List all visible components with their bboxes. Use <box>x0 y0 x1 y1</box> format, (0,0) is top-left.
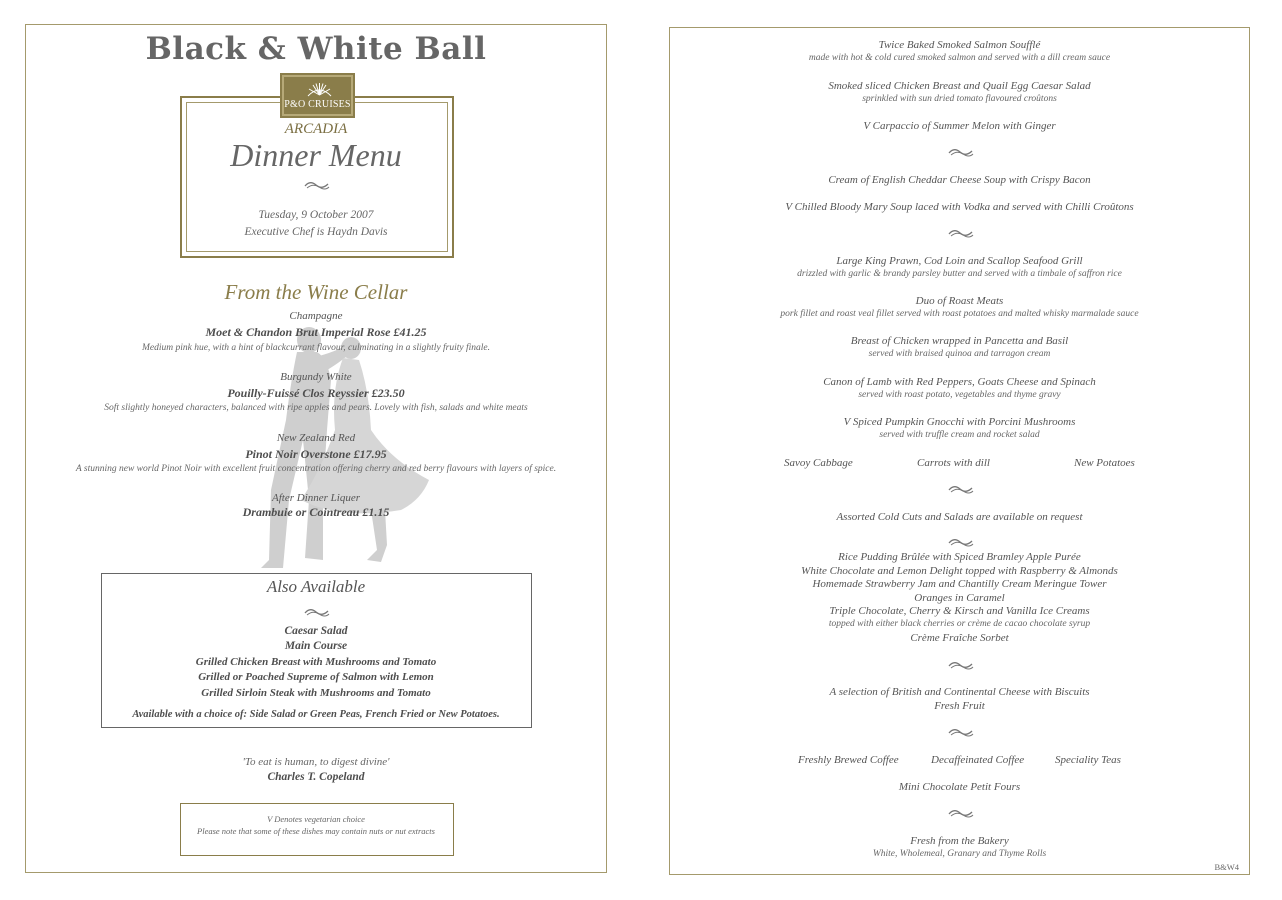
wine-category: New Zealand Red <box>276 432 356 444</box>
bakery-title: Fresh from the Bakery <box>910 835 1009 847</box>
wine-category: After Dinner Liquer <box>272 492 360 504</box>
also-item: Grilled Sirloin Steak with Mushrooms and Tomato <box>201 687 431 699</box>
also-footer: Available with a choice of: Side Salad or Green Peas, French Fried or New Potatoes. <box>132 709 500 720</box>
side-dish: New Potatoes <box>1074 457 1135 469</box>
side-dish: Carrots with dill <box>917 457 990 469</box>
nuts-note: Please note that some of these dishes may contain nuts or nut extracts <box>197 826 435 836</box>
main-description: pork fillet and roast veal fillet served with roast potatoes and malted whisky marmalade sauce <box>780 309 1139 319</box>
wine-name: Moet & Chandon Brut Imperial Rose £41.25 <box>205 325 427 339</box>
also-item: Grilled Chicken Breast with Mushrooms and Tomato <box>195 656 437 668</box>
page-code: B&W4 <box>1214 862 1239 872</box>
cheese-item: A selection of British and Continental Cheese with Biscuits <box>829 686 1090 698</box>
main-title: Breast of Chicken wrapped in Pancetta and Basil <box>850 335 1069 347</box>
sunburst-logo-icon <box>282 80 357 98</box>
starter-description: sprinkled with sun dried tomato flavoured croûtons <box>862 94 1057 104</box>
also-item: Main Course <box>284 640 348 652</box>
swirl-ornament-icon <box>670 226 1251 240</box>
vegetarian-note: V Denotes vegetarian choice <box>267 814 365 824</box>
swirl-ornament-icon <box>670 806 1251 820</box>
po-cruises-logo <box>280 73 355 118</box>
main-description: served with roast potato, vegetables and thyme gravy <box>858 390 1061 400</box>
menu-date: Tuesday, 9 October 2007 <box>258 209 374 221</box>
dessert-item: White Chocolate and Lemon Delight topped with Raspberry & Almonds <box>801 565 1118 577</box>
side-dish: Savoy Cabbage <box>784 457 853 469</box>
main-title: Large King Prawn, Cod Loin and Scallop Seafood Grill <box>836 255 1083 267</box>
wine-heading: From the Wine Cellar <box>224 280 408 304</box>
drink-item: Freshly Brewed Coffee <box>798 754 899 766</box>
menu-title: Dinner Menu <box>230 137 402 173</box>
main-title: Canon of Lamb with Red Peppers, Goats Cheese and Spinach <box>823 376 1096 388</box>
main-description: served with truffle cream and rocket salad <box>879 430 1040 440</box>
starter-title: V Carpaccio of Summer Melon with Ginger <box>863 120 1056 132</box>
swirl-ornament-icon <box>670 725 1251 739</box>
wine-name: Pinot Noir Overstone £17.95 <box>245 447 387 461</box>
soup-item: V Chilled Bloody Mary Soup laced with Vodka and served with Chilli Croûtons <box>785 201 1134 213</box>
dessert-item: Rice Pudding Brûlée with Spiced Bramley Apple Purée <box>838 551 1081 563</box>
dessert-description: topped with either black cherries or crème de cacao chocolate syrup <box>828 619 1091 629</box>
quote-text: 'To eat is human, to digest divine' <box>242 756 390 768</box>
swirl-ornament-icon <box>670 535 1251 549</box>
main-title: V Spiced Pumpkin Gnocchi with Porcini Mushrooms <box>843 416 1076 428</box>
swirl-ornament-icon <box>670 145 1251 159</box>
also-available-heading: Also Available <box>266 577 366 596</box>
wine-description: Soft slightly honeyed characters, balanced with ripe apples and pears. Lovely with fish, salads and white meats <box>104 403 528 413</box>
dessert-item: Triple Chocolate, Cherry & Kirsch and Vanilla Ice Creams <box>829 605 1090 617</box>
also-item: Caesar Salad <box>284 625 348 637</box>
drink-item: Decaffeinated Coffee <box>931 754 1025 766</box>
starter-description: made with hot & cold cured smoked salmon and served with a dill cream sauce <box>808 53 1111 63</box>
wine-name: Drambuie or Cointreau £1.15 <box>242 505 390 519</box>
swirl-ornament-icon <box>670 482 1251 496</box>
petit-fours-item: Mini Chocolate Petit Fours <box>898 781 1021 793</box>
event-title: Black & White Ball <box>145 31 487 67</box>
soup-item: Cream of English Cheddar Cheese Soup with Crispy Bacon <box>828 174 1091 186</box>
wine-category: Burgundy White <box>280 371 352 383</box>
swirl-ornament-icon <box>26 605 608 619</box>
main-title: Duo of Roast Meats <box>915 295 1004 307</box>
starter-title: Smoked sliced Chicken Breast and Quail Egg Caesar Salad <box>828 80 1091 92</box>
also-item: Grilled or Poached Supreme of Salmon with Lemon <box>198 671 434 683</box>
right-menu-page <box>669 27 1250 875</box>
bakery-description: White, Wholemeal, Granary and Thyme Rolls <box>872 849 1047 859</box>
fruit-item: Fresh Fruit <box>934 700 985 712</box>
wine-name: Pouilly-Fuissé Clos Reyssier £23.50 <box>227 386 405 400</box>
swirl-ornament-icon <box>26 178 608 192</box>
dessert-item: Homemade Strawberry Jam and Chantilly Cream Meringue Tower <box>812 578 1107 590</box>
wine-category: Champagne <box>289 310 343 322</box>
sorbet-item: Crème Fraîche Sorbet <box>910 632 1009 644</box>
left-menu-page <box>25 24 607 873</box>
chef-name: Executive Chef is Haydn Davis <box>244 226 388 238</box>
drink-item: Speciality Teas <box>1055 754 1121 766</box>
wine-description: Medium pink hue, with a hint of blackcurrant flavour, culminating in a slightly fruity finale. <box>141 343 491 353</box>
cold-cuts-note: Assorted Cold Cuts and Salads are available on request <box>836 511 1083 523</box>
swirl-ornament-icon <box>670 658 1251 672</box>
logo-text: P&O CRUISES <box>284 99 351 110</box>
wine-description: A stunning new world Pinot Noir with excellent fruit concentration offering cherry and red berry flavours with layers of spice. <box>75 464 557 474</box>
quote-author: Charles T. Copeland <box>267 771 365 783</box>
main-description: served with braised quinoa and tarragon cream <box>868 349 1051 359</box>
ship-name: ARCADIA <box>284 121 348 137</box>
main-description: drizzled with garlic & brandy parsley butter and served with a timbale of saffron rice <box>797 269 1122 279</box>
starter-title: Twice Baked Smoked Salmon Soufflé <box>878 39 1041 51</box>
dessert-item: Oranges in Caramel <box>914 592 1005 604</box>
